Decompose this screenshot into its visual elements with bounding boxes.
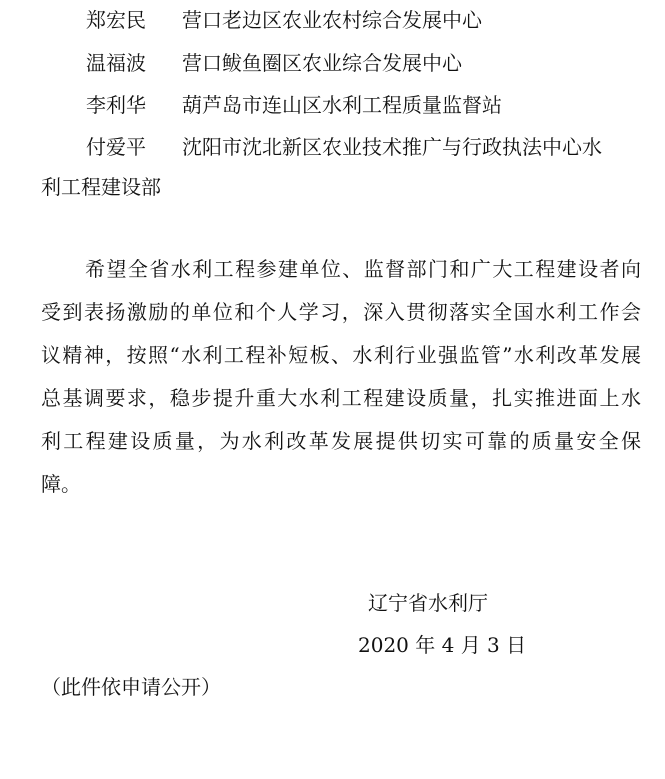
honoree-entry — [0, 1, 665, 39]
honoree-organization: 营口鲅鱼圈区农业综合发展中心 — [182, 51, 462, 75]
paragraph-line: 受到表扬激励的单位和个人学习，深入贯彻落实全国水利工作会 — [41, 300, 641, 324]
paragraph-line: 议精神，按照“水利工程补短板、水利行业强监管”水利改革发展 — [41, 343, 641, 367]
honoree-name: 温福波 — [86, 51, 146, 75]
honoree-organization: 营口老边区农业农村综合发展中心 — [182, 8, 482, 32]
paragraph-line: 总基调要求，稳步提升重大水利工程建设质量，扎实推进面上水 — [41, 386, 641, 410]
honoree-name: 付爱平 — [86, 135, 146, 159]
disclosure-note: （此件依申请公开） — [41, 675, 221, 699]
honoree-organization-continuation: 利工程建设部 — [41, 175, 161, 199]
honoree-organization: 葫芦岛市连山区水利工程质量监督站 — [182, 93, 502, 117]
body-paragraph — [41, 248, 641, 506]
issue-date: 2020 年 4 月 3 日 — [358, 633, 527, 657]
honoree-name: 郑宏民 — [86, 8, 146, 32]
paragraph-line: 利工程建设质量，为水利改革发展提供切实可靠的质量安全保 — [41, 429, 641, 453]
issuer-name: 辽宁省水利厅 — [368, 591, 488, 615]
honoree-organization: 沈阳市沈北新区农业技术推广与行政执法中心水 — [182, 135, 602, 159]
honoree-entry — [0, 128, 665, 166]
paragraph-line: 障。 — [41, 472, 81, 496]
honoree-entry — [0, 44, 665, 82]
paragraph-line: 希望全省水利工程参建单位、监督部门和广大工程建设者向 — [85, 257, 641, 281]
honoree-entry — [0, 86, 665, 124]
honoree-name: 李利华 — [86, 93, 146, 117]
